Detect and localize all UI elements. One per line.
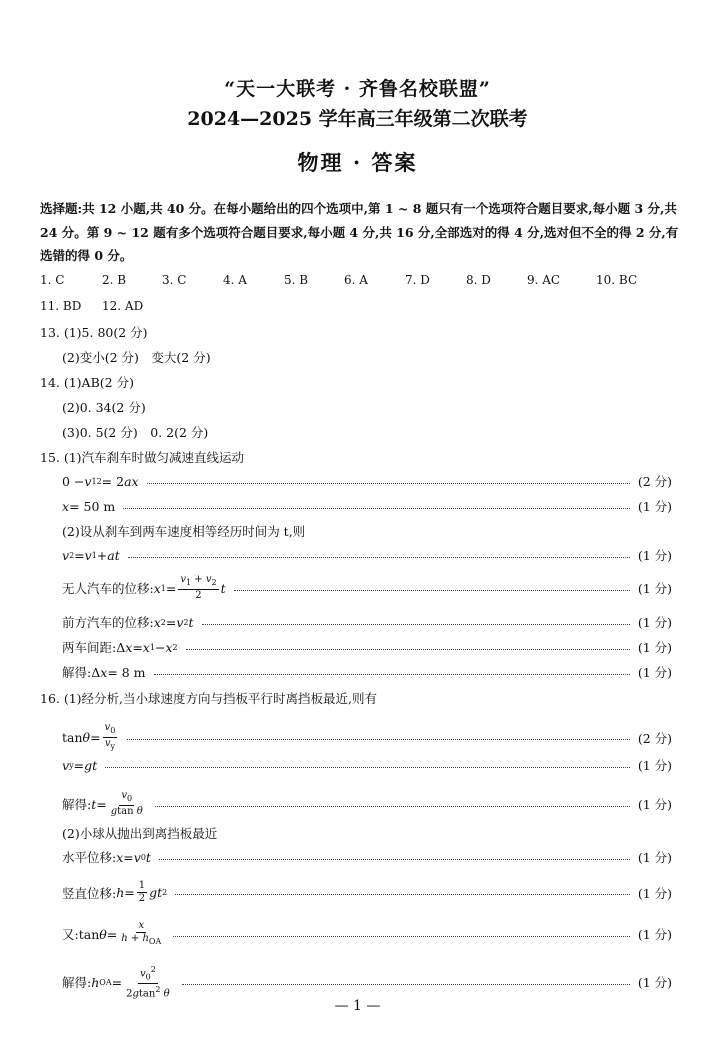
exam-alliance-title: “天一大联考 · 齐鲁名校联盟”: [224, 78, 491, 100]
leader-dots: [159, 859, 630, 860]
formula-label: 水平位移:: [62, 850, 117, 865]
leader-dots: [105, 767, 630, 768]
q16-formula-row: [62, 964, 672, 1001]
score: (1 分): [637, 850, 672, 865]
q13-part1: 13. (1)5. 80(2 分): [40, 325, 148, 340]
q15-formula-row: [62, 638, 672, 656]
mc-answer: 1. C: [40, 273, 65, 287]
score: (1 分): [637, 885, 672, 901]
mc-instructions: 选择题:共 12 小题,共 40 分。在每小题给出的四个选项中,第 1 ~ 8 题只有一个选项符合题目要求,每小题 3 分,共 24 分。第 9 ~ 12 题有多个选项符合题目要求,每小题 4 分,共 16 分,全部选对的得 4 分,选对但不全的得 2 分,有选错的得 0 分。: [40, 201, 679, 263]
formula: 解得: Δ x = 8 m: [62, 664, 146, 680]
formula-label: 解得:: [62, 797, 92, 812]
mc-answer: 5. B: [284, 273, 309, 287]
q16-formula-row: [62, 756, 672, 774]
fraction: $\frac{1}{2}$: [138, 880, 146, 904]
fraction: $\frac{v_0^2}{2gtan^2 \theta}$: [126, 965, 170, 1000]
subject-title: 物理 · 答案: [297, 150, 418, 175]
q15-heading: 15. (1)汽车刹车时做匀减速直线运动: [40, 450, 245, 465]
formula: 解得: t = $\frac{v_0}{\text{gtan θ}}$: [62, 790, 143, 817]
mc-answer: 7. D: [405, 273, 430, 287]
score: (1 分): [637, 581, 672, 596]
q16-formula-row: [62, 722, 672, 753]
q16-heading: 16. (1)经分析,当小球速度方向与挡板平行时离挡板最近,则有: [40, 691, 378, 706]
leader-dots: [123, 508, 630, 509]
mc-answer: 11. BD: [40, 299, 82, 313]
q16-formula-row: [62, 880, 672, 905]
formula: 又: tan θ = $\frac{x}{h + h_{OA}}$: [62, 920, 162, 946]
mc-answer: 6. A: [344, 273, 368, 287]
formula: v 2 = v 1 + at: [62, 547, 120, 563]
leader-dots: [202, 624, 630, 625]
q15-formula-row: [62, 574, 672, 602]
score: (1 分): [637, 499, 672, 514]
formula-label: 两车间距:: [62, 640, 117, 655]
q16-formula-row: [62, 920, 672, 948]
leader-dots: [127, 739, 630, 740]
score: (1 分): [637, 975, 672, 991]
leader-dots: [154, 674, 630, 675]
q16-part2-heading: (2)小球从抛出到离挡板最近: [62, 826, 218, 841]
formula: 解得: h OA = $\frac{v_0^2}{2gtan^2 \theta}$: [62, 965, 170, 1000]
formula: 水平位移: x = v 0 t: [62, 849, 151, 865]
formula-label: 无人汽车的位移:: [62, 581, 154, 596]
mc-answer: 10. BC: [596, 273, 638, 287]
q16-formula-row: [62, 790, 672, 818]
formula: 前方汽车的位移: x 2 = v 2 t: [62, 614, 194, 630]
mc-answer: 4. A: [223, 273, 247, 287]
formula: 竖直位移: h = $\frac{1}{2}$ gt 2: [62, 880, 168, 904]
leader-dots: [175, 894, 630, 895]
q15-formula-row: [62, 472, 672, 490]
score: (1 分): [637, 640, 672, 655]
formula-label: 解得:: [62, 975, 92, 991]
page-number: — 1 —: [334, 998, 381, 1014]
mc-answer: 9. AC: [527, 273, 561, 287]
fraction: $\frac{v_0}{\text{gtan θ}}$: [110, 790, 143, 817]
score: (1 分): [637, 615, 672, 630]
formula-label: 解得:: [62, 665, 92, 680]
exam-session-title: 2024—2025 学年高三年级第二次联考: [187, 108, 528, 130]
score: (1 分): [637, 797, 672, 812]
formula: tan θ = $\frac{v_0}{v_y}$: [62, 722, 116, 751]
leader-dots: [182, 984, 630, 985]
fraction: $\frac{v_0}{v_y}$: [104, 722, 116, 751]
leader-dots: [128, 557, 630, 558]
mc-answer: 2. B: [102, 273, 127, 287]
q15-formula-row: [62, 546, 672, 564]
q14-part2: (2)0. 34(2 分): [62, 400, 146, 415]
mc-answer: 3. C: [162, 273, 187, 287]
formula: x = 50 m: [62, 498, 116, 514]
leader-dots: [234, 590, 630, 591]
q15-formula-row: [62, 613, 672, 631]
q15-part2-heading: (2)设从刹车到两车速度相等经历时间为 t,则: [62, 524, 306, 539]
score: (1 分): [637, 758, 672, 773]
q14-part3: (3)0. 5(2 分) 0. 2(2 分): [62, 425, 209, 440]
formula-label: 又:: [62, 927, 79, 942]
leader-dots: [173, 936, 630, 937]
score: (1 分): [637, 665, 672, 680]
q15-formula-row: [62, 497, 672, 515]
formula-label: 前方汽车的位移:: [62, 615, 154, 630]
score: (1 分): [637, 548, 672, 563]
q13-part2: (2)变小(2 分) 变大(2 分): [62, 350, 211, 365]
mc-answer: 8. D: [466, 273, 491, 287]
leader-dots: [155, 806, 630, 807]
q14-part1: 14. (1)AB(2 分): [40, 375, 134, 390]
mc-answer: 12. AD: [102, 299, 144, 313]
score: (2 分): [637, 474, 672, 489]
formula: 无人汽车的位移: x 1 = $\frac{v_1 + v_2}{2}$ t: [62, 574, 226, 601]
fraction: $\frac{x}{h + h_{OA}}$: [121, 920, 162, 946]
q15-formula-row: [62, 663, 672, 681]
score: (2 分): [637, 730, 672, 746]
leader-dots: [147, 483, 630, 484]
q16-formula-row: [62, 848, 672, 866]
formula: 两车间距: Δ x = x 1 − x 2: [62, 639, 178, 655]
formula: v y = gt: [62, 757, 98, 773]
formula-label: 竖直位移:: [62, 885, 117, 901]
leader-dots: [186, 649, 630, 650]
score: (1 分): [637, 927, 672, 942]
formula: 0 − v 1 2 = 2 ax: [62, 473, 139, 489]
fraction: $\frac{v_1 + v_2}{2}$: [180, 574, 217, 601]
